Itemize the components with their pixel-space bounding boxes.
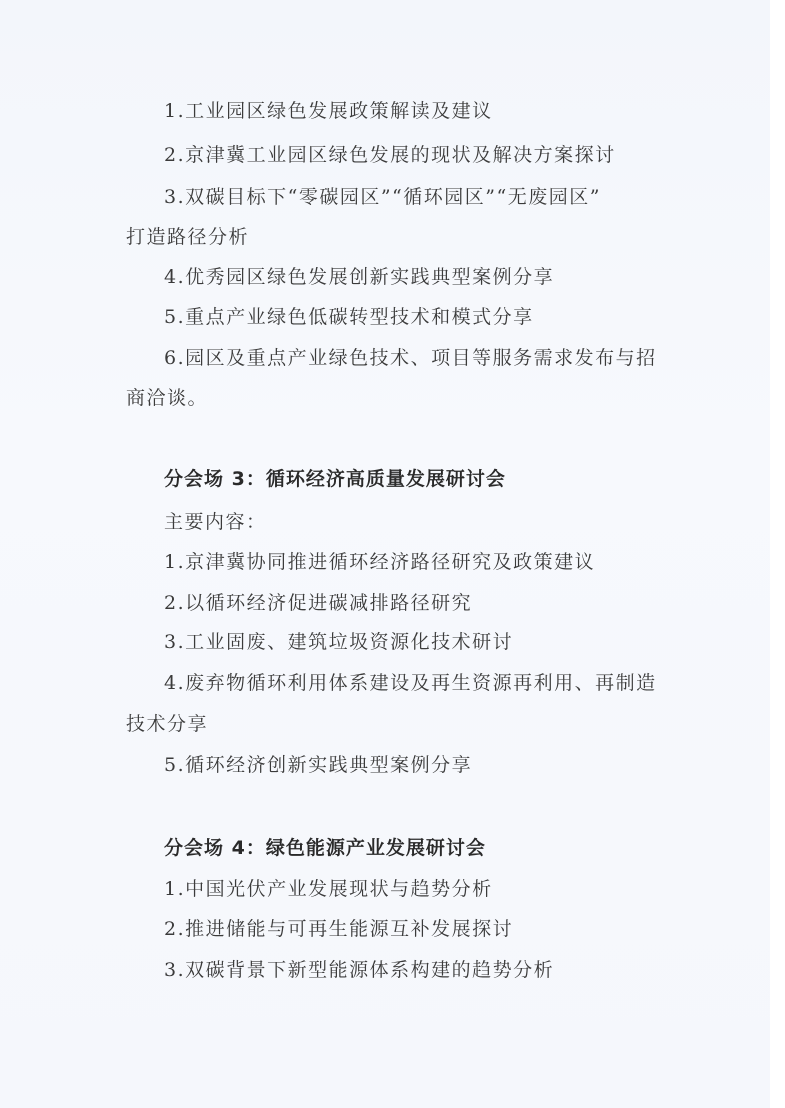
section2-item-2: 2.京津冀工业园区绿色发展的现状及解决方案探讨 (164, 144, 616, 166)
section4-item-2: 2.推进储能与可再生能源互补发展探讨 (164, 918, 514, 940)
section2-item-5: 5.重点产业绿色低碳转型技术和模式分享 (164, 306, 534, 328)
section3-item-3: 3.工业固废、建筑垃圾资源化技术研讨 (164, 631, 514, 653)
section4-item-1: 1.中国光伏产业发展现状与趋势分析 (164, 878, 493, 900)
section3-item-4-continued: 技术分享 (126, 713, 209, 735)
section4-heading: 分会场 4：绿色能源产业发展研讨会 (164, 837, 486, 859)
section4-item-3: 3.双碳背景下新型能源体系构建的趋势分析 (164, 959, 555, 981)
section3-item-4: 4.废弃物循环利用体系建设及再生资源再利用、再制造 (164, 672, 657, 694)
section3-subheading: 主要内容： (164, 511, 267, 533)
section2-item-1: 1.工业园区绿色发展政策解读及建议 (164, 100, 493, 122)
section2-item-6: 6.园区及重点产业绿色技术、项目等服务需求发布与招 (164, 347, 657, 369)
section3-item-5: 5.循环经济创新实践典型案例分享 (164, 754, 473, 776)
section2-item-3: 3.双碳目标下“零碳园区”“循环园区”“无废园区” (164, 186, 601, 208)
section3-heading: 分会场 3：循环经济高质量发展研讨会 (164, 468, 506, 490)
section3-item-2: 2.以循环经济促进碳减排路径研究 (164, 592, 473, 614)
section3-item-1: 1.京津冀协同推进循环经济路径研究及政策建议 (164, 551, 596, 573)
page-edge (770, 0, 785, 1108)
section2-item-4: 4.优秀园区绿色发展创新实践典型案例分享 (164, 266, 555, 288)
section2-item-3-continued: 打造路径分析 (126, 226, 250, 248)
section2-item-6-continued: 商洽谈。 (126, 387, 209, 409)
